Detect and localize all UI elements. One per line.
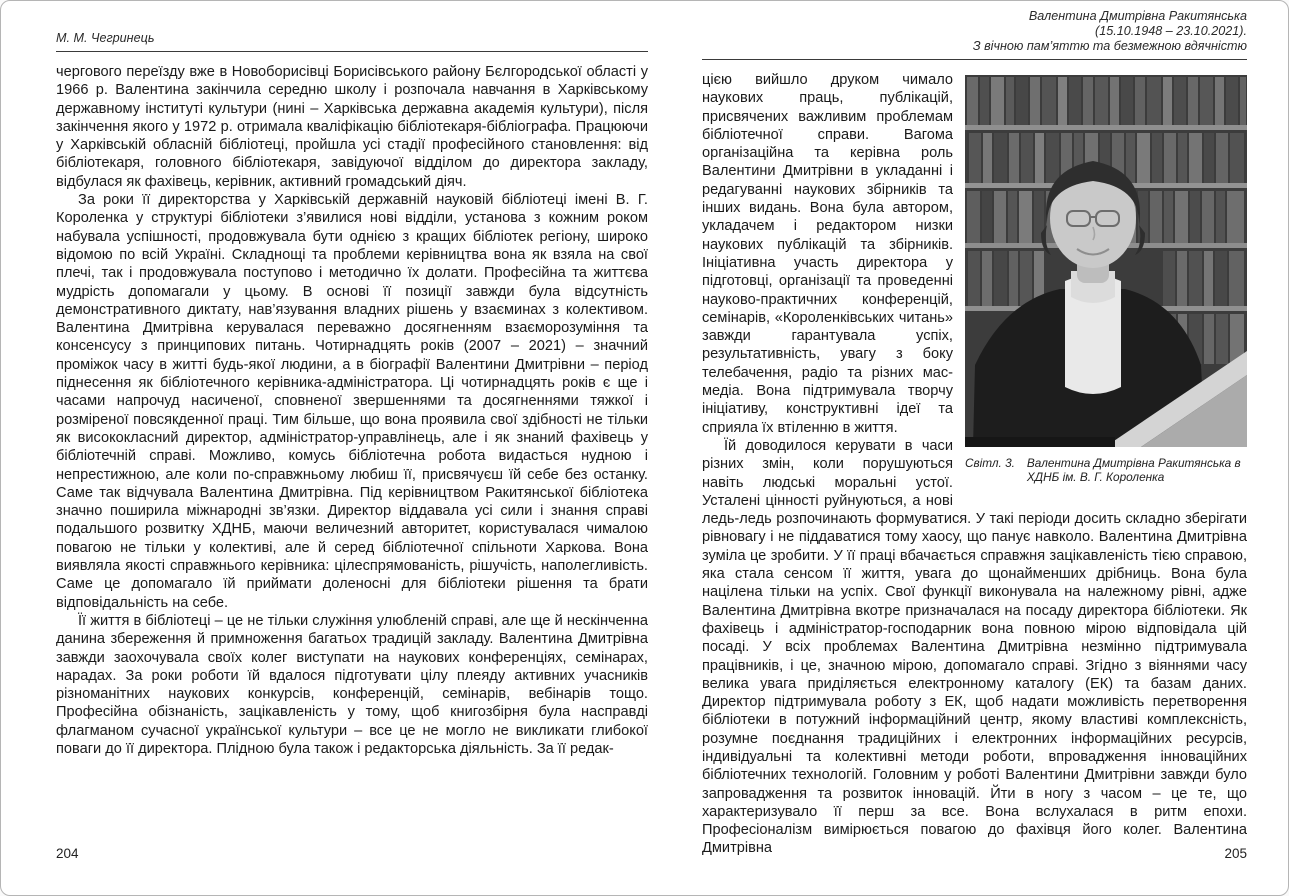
caption-label: Світл. 3. [965, 456, 1015, 470]
portrait-photo [965, 75, 1247, 447]
paragraph: чергового переїзду вже в Новоборисівці Борисівського району Бєлгородської області у 1966 р. Валентина закінчила середню школу і розпочала навчання в Харківському державному інституті культури (нині – Харківська державна академія культури), після закінчення якого у 1972 р. отримала кваліфікацію бібліотекаря-бібліографа. Працюючи у Харківській обласній бібліотеці, пройшла усі стадії професійного становлення: від бібліотекаря, головного бібліотекаря, завідуючої відділом до директора закладу, відбулася як фахівець, керівник, активний громадський діяч. [56, 64, 648, 190]
page-number-left: 204 [56, 846, 79, 861]
page-right [702, 1, 1247, 895]
body-text-left [56, 63, 648, 758]
running-header-left [56, 1, 648, 52]
page-number-right: 205 [1224, 846, 1247, 861]
caption-text: Валентина Дмитрівна Ракитянська в ХДНБ ім. В. Г. Короленка [1026, 456, 1241, 485]
header-line: З вічною пам’яттю та безмежною вдячністю [972, 39, 1247, 53]
paragraph: Їй доводилося керувати в часи різних змін, коли порушуються навіть людські моральні устої. Усталені цінності руйнуються, а нові ледь-ледь розпочинають формуватися. У такі періоди досить складно зберігати рівновагу і не піддаватися тому хаосу, що панує навколо. Валентина Дмитрівна зуміла це зробити. У її праці вбачається справжня зацікавленість тією справою, яка стала сенсом її життя, увага до щонайменших дрібниць. Вона була націлена тільки на успіх. Свої функції виконувала на належному рівні, адже Валентина Дмитрівна вкотре призначалася на посаду директора бібліотеки. Як фахівець і адміністратор-господарник вона повною мірою відповідала цій посаді. У всіх проблемах Валентина Дмитрівна незмінно підтримувала працівників, і це, значною мірою, допомагало справі. Згідно з віяннями часу велика увага приділяється електронному каталогу (ЕК) та базам даних. Директор підтримувала роботу з ЕК, щоб надати можливість перетворення бібліотеки в потужний інформаційний центр, якому властиві комплексність, розумне поєднання традиційних і електронних інформаційних ресурсів, індивідуальні та колективні методи роботи, впровадження інноваційних бібліотечних технологій. Головним у роботі Валентини Дмитрівни завжди було запровадження та розвиток інновацій. Йти в ногу з часом – це те, що характеризувало її перш за все. Вона вслухалася в ритм епохи. Професіоналізм вимірюється повагою до фахівця його колег. Валентина Дмитрівна [702, 437, 1247, 857]
paragraph: цією вийшло друком чимало наукових праць, публікацій, присвячених важливим проблемам бібліотечної справи. Вагома організаційна та керівна роль Валентини Дмитрівни в укладанні і редагуванні наукових збірників та інших видань. Вона була автором, укладачем і редактором низки наукових публікацій та збірників. Ініціативна участь директора у підготовці, організації та проведенні науково-практичних конференцій, семінарів, «Короленківських читань» завжди гарантувала успіх, результативність, увагу з боку телебачення, радіо та різних мас-медіа. Вона підтримувала творчу ініціативу, конструктивні ідеї та сприяла їх втіленню в життя. [702, 72, 953, 436]
figure-block [965, 75, 1247, 484]
header-line: (15.10.1948 – 23.10.2021). [1095, 24, 1247, 38]
body-text-right [702, 71, 1247, 858]
author-name: М. М. Чегринець [56, 31, 155, 45]
running-header-right [702, 1, 1247, 60]
page-left [56, 1, 648, 895]
header-line: Валентина Дмитрівна Ракитянська [1028, 9, 1247, 23]
paragraph: За роки її директорства у Харківській державній науковій бібліотеці імені В. Г. Короленка у структурі бібліотеки з’явилися нові відділи, установа з кожним роком набувала успішності, продовжувала бути однією з кращих бібліотек регіону, широко відомою по всій Україні. Складнощі та проблеми керівництва вона як взяла на свої плечі, так і продовжувала поступово і методично їх долати. Професійна та життєва мудрість допомагали у цьому. В основі її позиції завжди була відсутність демонстративного диктату, нав’язування владних рішень у взаєминах з колективом. Валентина Дмитрівна керувалася переважно досягненням взаєморозуміння та консенсусу з принципових питань. Чотирнадцять років (2007 – 2021) – значний проміжок часу в житті будь-якої людини, а в біографії Валентини Дмитрівни – період піднесення як бібліотечного керівника-адміністратора. Ці чотирнадцять років є ще і часами напрочуд насиченої, сповненої звершеннями та досягненнями тяжкої і розміреної повсякденної праці. Тим більше, що вона проявила свої здібності не тільки як висококласний директор, адміністратор-управлінець, але і як знаний фахівець у бібліотечній справі. Можливо, комусь бібліотечна робота видасться нудною і непрестижною, але коли по-справжньому любиш її, присвячуєш їй себе без останку. Саме так відчувала Валентина Дмитрівна. Під керівництвом Ракитянської бібліотека значно поширила міжнародні зв’язки. Директор віддавала усі сили і знання справі подальшого розвитку ХДНБ, маючи величезний авторитет, користувалася чималою повагою не тільки у колективі, але й серед бібліотечної спільноти Харкова. Вона виявляла якості справжнього керівника: цілеспрямованість, рішучість, наполегливість. Саме це допомагало їй приймати доленосні для бібліотеки рішення та брати відповідальність на себе. [56, 192, 648, 611]
photo-caption [965, 456, 1247, 484]
paragraph: Її життя в бібліотеці – це не тільки служіння улюбленій справі, але ще й нескінченна данина збереження й примноження багатьох традицій закладу. Валентина Дмитрівна завжди заохочувала своїх колег виступати на наукових конференціях, семінарах, нарадах. За роки роботи їй вдалося підготувати цілу плеяду активних учасників різноманітних наукових конкурсів, конференцій, семінарів, вебінарів тощо. Професійна обізнаність, зацікавленість у тому, щоб книгозбірня була насправді флагманом сучасної української культури – все це не могло не викликати глибокої поваги до її директора. Плідною була також і редакторська діяльність. За її редак- [56, 612, 648, 757]
